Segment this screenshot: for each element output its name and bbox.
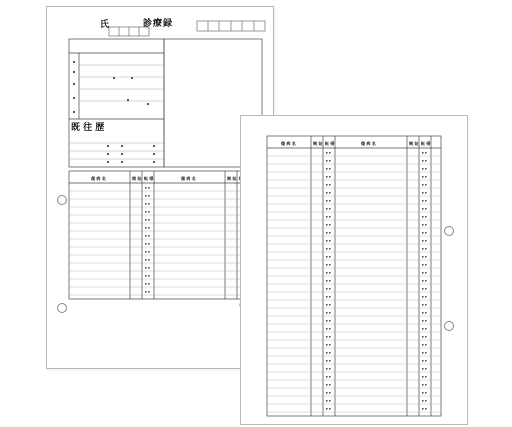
dot-mark — [148, 227, 150, 229]
dot-mark — [326, 168, 328, 170]
dot-mark — [326, 224, 328, 226]
dot-mark — [422, 200, 424, 202]
dot-mark — [148, 267, 150, 269]
dot-mark — [329, 360, 331, 362]
dot-mark — [145, 259, 147, 261]
dot-mark — [326, 280, 328, 282]
dot-mark — [329, 328, 331, 330]
dot-mark — [329, 312, 331, 314]
dot-mark — [425, 296, 427, 298]
dot-mark — [326, 352, 328, 354]
dot-mark — [326, 312, 328, 314]
dot-mark — [145, 267, 147, 269]
dot-mark — [422, 232, 424, 234]
dot-mark — [422, 312, 424, 314]
dot-mark — [148, 187, 150, 189]
dot-mark — [422, 184, 424, 186]
dot-mark — [329, 152, 331, 154]
dot-mark — [425, 168, 427, 170]
dot-mark — [329, 224, 331, 226]
dot-mark — [326, 304, 328, 306]
dot-mark — [326, 176, 328, 178]
dot-mark — [329, 232, 331, 234]
front-col-header-name-2: 傷 病 名 — [181, 176, 196, 181]
dot-mark — [326, 248, 328, 250]
dot-mark — [145, 275, 147, 277]
dot-mark — [326, 208, 328, 210]
dot-mark — [425, 384, 427, 386]
dot-mark — [425, 176, 427, 178]
dot-mark — [422, 256, 424, 258]
dot-mark — [425, 208, 427, 210]
patient-label: 氏 — [100, 20, 110, 30]
back-form-grid — [241, 116, 469, 426]
dot-mark — [326, 184, 328, 186]
dot-mark — [326, 328, 328, 330]
dot-mark — [425, 288, 427, 290]
dot-mark — [148, 291, 150, 293]
dot-mark — [145, 291, 147, 293]
dot-mark — [329, 240, 331, 242]
dot-mark — [329, 384, 331, 386]
dot-mark — [326, 160, 328, 162]
dot-mark — [425, 368, 427, 370]
dot-mark — [329, 400, 331, 402]
dot-mark — [425, 360, 427, 362]
dot-mark — [425, 192, 427, 194]
dot-mark — [329, 288, 331, 290]
dot-mark — [425, 336, 427, 338]
dot-mark — [326, 232, 328, 234]
dot-mark — [329, 264, 331, 266]
dot-mark — [422, 240, 424, 242]
dot-mark — [326, 152, 328, 154]
dot-mark — [145, 219, 147, 221]
dot-mark — [425, 200, 427, 202]
dot-mark — [422, 408, 424, 410]
form-title: 診療録 — [143, 19, 174, 29]
dot-mark — [326, 296, 328, 298]
dot-mark — [425, 392, 427, 394]
dot-mark — [326, 368, 328, 370]
front-col-header-start-1: 開 始 — [132, 176, 142, 181]
dot-mark — [326, 192, 328, 194]
dot-mark — [326, 408, 328, 410]
dot-mark — [422, 152, 424, 154]
dot-mark — [329, 176, 331, 178]
dot-mark — [422, 168, 424, 170]
dot-mark — [425, 312, 427, 314]
dot-mark — [148, 251, 150, 253]
dot-mark — [148, 259, 150, 261]
dot-mark — [422, 176, 424, 178]
dot-mark — [422, 368, 424, 370]
dot-mark — [329, 256, 331, 258]
dot-mark — [329, 216, 331, 218]
dot-mark — [329, 296, 331, 298]
section-label: 既 往 歴 — [71, 123, 105, 133]
dot-mark — [422, 280, 424, 282]
dot-mark — [326, 264, 328, 266]
dot-mark — [148, 243, 150, 245]
dot-mark — [422, 272, 424, 274]
dot-mark — [329, 304, 331, 306]
dot-mark — [329, 208, 331, 210]
dot-mark — [329, 160, 331, 162]
dot-mark — [422, 192, 424, 194]
dot-mark — [329, 248, 331, 250]
back-col-header-outcome-2: 転 帰 — [421, 141, 431, 146]
dot-mark — [425, 240, 427, 242]
dot-mark — [145, 243, 147, 245]
dot-mark — [145, 283, 147, 285]
dot-mark — [425, 320, 427, 322]
dot-mark — [145, 227, 147, 229]
dot-mark — [148, 211, 150, 213]
dot-mark — [422, 224, 424, 226]
dot-mark — [422, 264, 424, 266]
dot-mark — [326, 320, 328, 322]
dot-mark — [148, 203, 150, 205]
dot-mark — [148, 195, 150, 197]
dot-mark — [422, 392, 424, 394]
dot-mark — [148, 219, 150, 221]
dot-mark — [425, 184, 427, 186]
dot-mark — [425, 352, 427, 354]
dot-mark — [422, 376, 424, 378]
dot-mark — [329, 320, 331, 322]
dot-mark — [422, 304, 424, 306]
dot-mark — [326, 392, 328, 394]
dot-mark — [422, 328, 424, 330]
dot-mark — [425, 280, 427, 282]
dot-mark — [329, 200, 331, 202]
dot-mark — [425, 344, 427, 346]
back-col-header-name-2: 傷 病 名 — [361, 141, 376, 146]
dot-mark — [329, 368, 331, 370]
dot-mark — [422, 336, 424, 338]
dot-mark — [425, 408, 427, 410]
dot-mark — [329, 168, 331, 170]
dot-mark — [145, 211, 147, 213]
front-col-header-outcome-1: 転 帰 — [144, 176, 154, 181]
dot-mark — [326, 376, 328, 378]
back-col-header-start-2: 開 始 — [409, 141, 419, 146]
dot-mark — [145, 203, 147, 205]
dot-mark — [145, 187, 147, 189]
dot-mark — [326, 336, 328, 338]
dot-mark — [425, 304, 427, 306]
dot-mark — [425, 232, 427, 234]
dot-mark — [326, 200, 328, 202]
dot-mark — [425, 400, 427, 402]
dot-mark — [425, 224, 427, 226]
dot-mark — [422, 360, 424, 362]
front-col-header-start-2: 開 始 — [227, 176, 237, 181]
dot-mark — [425, 376, 427, 378]
form-sheet-back — [240, 115, 468, 425]
dot-mark — [145, 195, 147, 197]
dot-mark — [329, 376, 331, 378]
dot-mark — [329, 192, 331, 194]
dot-mark — [422, 352, 424, 354]
dot-mark — [326, 272, 328, 274]
dot-mark — [329, 392, 331, 394]
dot-mark — [425, 328, 427, 330]
dot-mark — [148, 235, 150, 237]
dot-mark — [145, 251, 147, 253]
dot-mark — [422, 216, 424, 218]
dot-mark — [329, 352, 331, 354]
dot-mark — [422, 384, 424, 386]
dot-mark — [422, 400, 424, 402]
dot-mark — [326, 344, 328, 346]
dot-mark — [425, 160, 427, 162]
dot-mark — [326, 400, 328, 402]
dot-mark — [422, 288, 424, 290]
dot-mark — [326, 384, 328, 386]
dot-mark — [425, 152, 427, 154]
dot-mark — [329, 344, 331, 346]
dot-mark — [425, 256, 427, 258]
dot-mark — [329, 272, 331, 274]
front-col-header-name-1: 傷 病 名 — [91, 176, 106, 181]
dot-mark — [422, 344, 424, 346]
dot-mark — [329, 280, 331, 282]
dot-mark — [425, 248, 427, 250]
dot-mark — [329, 408, 331, 410]
dot-mark — [422, 320, 424, 322]
dot-mark — [148, 283, 150, 285]
dot-mark — [425, 264, 427, 266]
dot-mark — [326, 360, 328, 362]
dot-mark — [425, 272, 427, 274]
dot-mark — [329, 184, 331, 186]
dot-mark — [422, 296, 424, 298]
dot-mark — [148, 275, 150, 277]
dot-mark — [326, 240, 328, 242]
dot-mark — [422, 160, 424, 162]
dot-mark — [326, 216, 328, 218]
dot-mark — [329, 336, 331, 338]
back-col-header-name-1: 傷 病 名 — [281, 141, 296, 146]
back-col-header-outcome-1: 転 帰 — [325, 141, 335, 146]
dot-mark — [145, 235, 147, 237]
dot-mark — [422, 248, 424, 250]
dot-mark — [326, 288, 328, 290]
dot-mark — [326, 256, 328, 258]
dot-mark — [422, 208, 424, 210]
back-col-header-start-1: 開 始 — [313, 141, 323, 146]
dot-mark — [425, 216, 427, 218]
